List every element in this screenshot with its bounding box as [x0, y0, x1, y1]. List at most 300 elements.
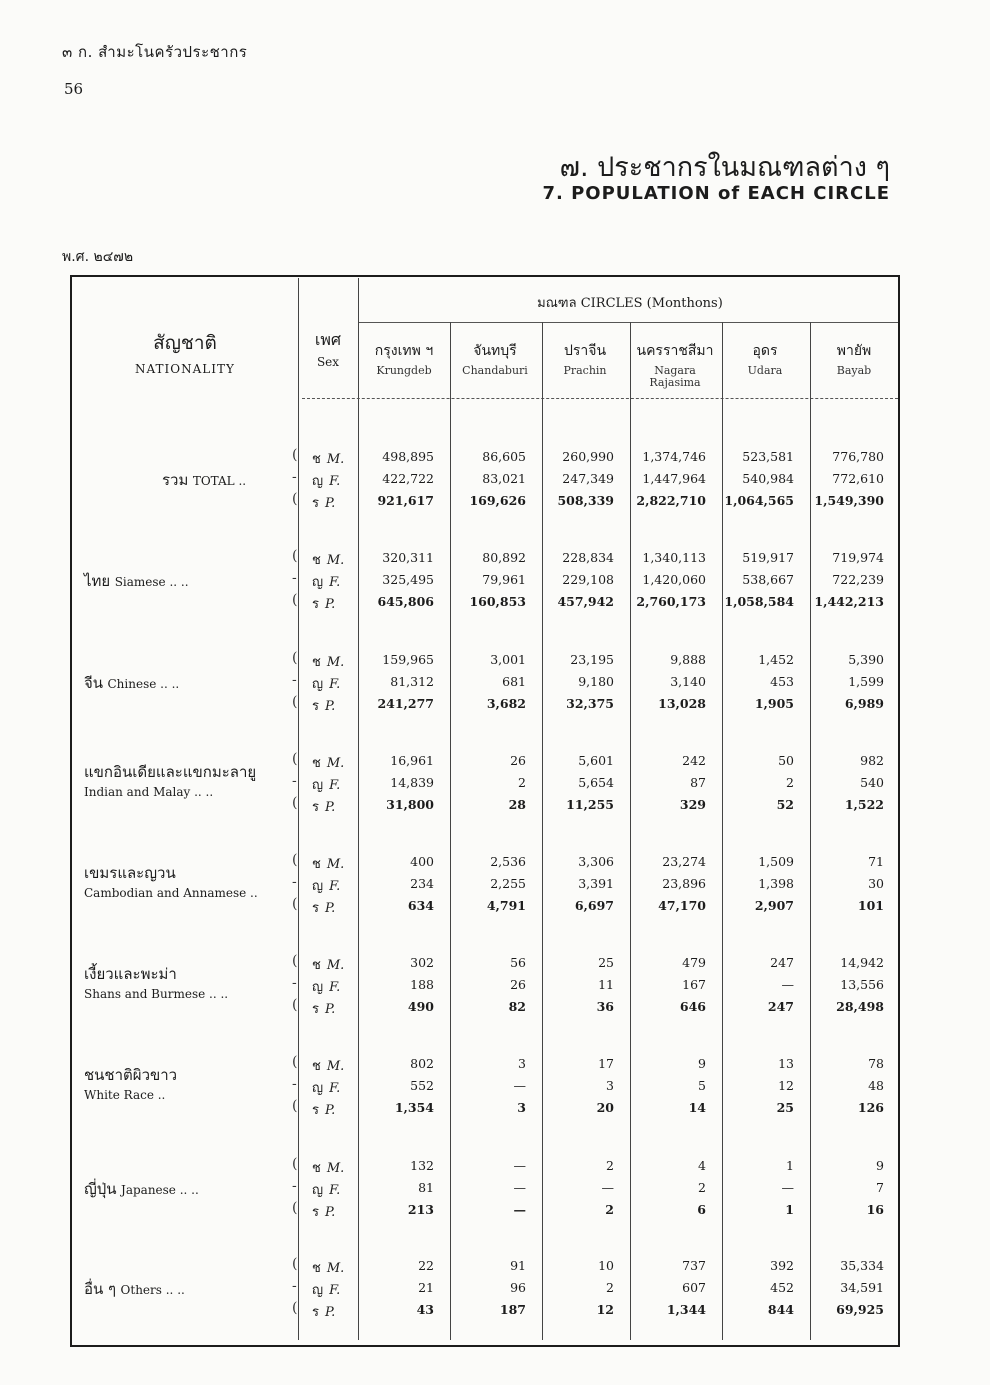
sex-cell-english: F.	[329, 1183, 341, 1198]
sex-cell	[312, 1201, 354, 1222]
table-cell: 646	[679, 999, 706, 1014]
table-cell: 80,892	[482, 550, 526, 565]
table-cell: 2	[518, 775, 526, 790]
row-bracket: -	[292, 874, 297, 890]
sex-cell-thai: ร	[312, 597, 319, 612]
table-cell: 737	[682, 1258, 706, 1273]
nationality-label-english: Shans and Burmese .. ..	[84, 987, 229, 1001]
table-cell: 1,420,060	[642, 572, 706, 587]
table-cell: 453	[770, 674, 794, 689]
table-cell: 20	[596, 1100, 614, 1115]
column-divider	[450, 322, 451, 1340]
sex-cell-english: F.	[329, 1081, 341, 1096]
sex-cell-english: M.	[326, 452, 345, 467]
sex-cell-english: P.	[324, 496, 336, 511]
table-cell: 540	[860, 775, 884, 790]
table-cell: 28,498	[836, 999, 884, 1014]
nationality-label-english: White Race ..	[84, 1088, 166, 1102]
sex-cell-english: P.	[324, 1205, 336, 1220]
table-cell: 3	[606, 1078, 614, 1093]
sex-cell-thai: ช	[312, 1261, 321, 1276]
circles-header-thai: มณฑล	[537, 296, 577, 311]
sex-cell-english: M.	[326, 553, 345, 568]
nationality-label	[84, 671, 179, 695]
table-cell: 229,108	[562, 572, 614, 587]
year-label: พ.ศ. ๒๔๗๒	[62, 249, 134, 265]
sex-cell-thai: ญ	[312, 879, 324, 894]
column-divider	[722, 322, 723, 1340]
column-header-english: Nagara Rajasima	[649, 364, 701, 389]
column-divider	[810, 322, 811, 1340]
table-cell: 188	[410, 977, 434, 992]
table-cell: 25	[776, 1100, 794, 1115]
column-header	[542, 340, 628, 377]
table-cell: 2,760,173	[636, 594, 706, 609]
sex-cell	[312, 976, 354, 997]
sex-cell	[312, 549, 354, 570]
table-cell: 132	[410, 1158, 434, 1173]
table-cell: 1,447,964	[642, 471, 706, 486]
row-bracket: (	[292, 1256, 298, 1272]
table-cell: 1,522	[844, 797, 884, 812]
table-cell: 5,390	[848, 652, 884, 667]
nationality-label-english: Indian and Malay .. ..	[84, 785, 214, 799]
table-cell: 247	[770, 955, 794, 970]
table-cell: 86,605	[482, 449, 526, 464]
sex-cell-thai: ญ	[312, 1283, 324, 1298]
column-header	[722, 340, 808, 377]
table-cell: 13	[778, 1056, 794, 1071]
page-number: 56	[64, 80, 84, 98]
row-bracket: -	[292, 773, 297, 789]
nationality-label	[84, 1177, 199, 1201]
table-cell: 69,925	[836, 1302, 884, 1317]
sex-cell	[312, 1055, 354, 1076]
table-cell: 681	[502, 674, 526, 689]
sex-cell	[312, 897, 354, 918]
sex-cell-thai: ร	[312, 1103, 319, 1118]
table-cell: 4,791	[486, 898, 526, 913]
nationality-header-english: NATIONALITY	[135, 362, 235, 376]
sex-cell-thai: ร	[312, 1305, 319, 1320]
nationality-label-thai: รวม	[162, 471, 189, 489]
table-cell: 52	[776, 797, 794, 812]
column-header-thai: อุดร	[752, 343, 778, 359]
table-cell: —	[513, 1078, 526, 1093]
table-cell: 87	[690, 775, 706, 790]
table-cell: 1,374,746	[642, 449, 706, 464]
sex-cell-thai: ญ	[312, 575, 324, 590]
row-bracket: (	[292, 1098, 298, 1114]
table-cell: 9,180	[578, 674, 614, 689]
table-cell: 5	[698, 1078, 706, 1093]
table-cell: 16	[866, 1202, 884, 1217]
column-header-english: Udara	[747, 364, 783, 377]
row-bracket: -	[292, 975, 297, 991]
sex-cell	[312, 470, 354, 491]
sex-cell	[312, 492, 354, 513]
table-cell: 320,311	[382, 550, 434, 565]
sex-cell-english: M.	[326, 1059, 345, 1074]
table-cell: 34,591	[840, 1280, 884, 1295]
table-cell: 247,349	[562, 471, 614, 486]
table-cell: 16,961	[390, 753, 434, 768]
sex-cell	[312, 1077, 354, 1098]
column-header	[450, 340, 540, 377]
sex-cell	[312, 1257, 354, 1278]
row-bracket: (	[292, 447, 298, 463]
table-cell: 47,170	[658, 898, 706, 913]
sex-cell-thai: ญ	[312, 1183, 324, 1198]
table-cell: 6,989	[844, 696, 884, 711]
table-cell: 78	[868, 1056, 884, 1071]
table-cell: 400	[410, 854, 434, 869]
sex-cell-english: M.	[326, 857, 345, 872]
table-cell: 2,822,710	[636, 493, 706, 508]
table-cell: 634	[407, 898, 434, 913]
table-cell: 479	[682, 955, 706, 970]
sex-cell	[312, 853, 354, 874]
table-cell: 71	[868, 854, 884, 869]
table-cell: 13,556	[840, 977, 884, 992]
sex-cell-thai: ร	[312, 1205, 319, 1220]
table-cell: —	[513, 1158, 526, 1173]
sex-cell-thai: ร	[312, 496, 319, 511]
table-cell: 6,697	[574, 898, 614, 913]
sex-cell-english: M.	[326, 1261, 345, 1276]
table-cell: 7	[876, 1180, 884, 1195]
table-cell: 91	[510, 1258, 526, 1273]
row-bracket: -	[292, 469, 297, 485]
table-cell: 3,140	[670, 674, 706, 689]
row-bracket: -	[292, 1178, 297, 1194]
sex-cell-english: M.	[326, 1161, 345, 1176]
table-cell: 81,312	[390, 674, 434, 689]
sex-cell	[312, 1179, 354, 1200]
table-cell: 228,834	[562, 550, 614, 565]
sex-cell-thai: ช	[312, 553, 321, 568]
sex-cell-english: P.	[324, 1305, 336, 1320]
table-cell: 4	[698, 1158, 706, 1173]
column-header-thai: กรุงเทพ ฯ	[374, 343, 434, 359]
table-cell: —	[781, 977, 794, 992]
table-cell: 982	[860, 753, 884, 768]
sex-cell	[312, 998, 354, 1019]
table-cell: 11	[598, 977, 614, 992]
sex-cell	[312, 1099, 354, 1120]
nationality-header-thai: สัญชาติ	[153, 332, 217, 354]
table-cell: 12	[778, 1078, 794, 1093]
row-bracket: (	[292, 1300, 298, 1316]
table-cell: 540,984	[742, 471, 794, 486]
table-cell: 1,452	[758, 652, 794, 667]
table-cell: 519,917	[742, 550, 794, 565]
table-cell: 302	[410, 955, 434, 970]
table-cell: 101	[857, 898, 884, 913]
sex-cell-thai: ร	[312, 901, 319, 916]
table-cell: 1	[785, 1202, 794, 1217]
column-header-thai: ปราจีน	[563, 343, 607, 359]
nationality-label-english: Others .. ..	[120, 1283, 185, 1297]
sex-cell-english: M.	[326, 756, 345, 771]
table-cell: 508,339	[557, 493, 614, 508]
sex-cell-english: F.	[329, 1283, 341, 1298]
sex-cell-english: P.	[324, 1002, 336, 1017]
column-header	[630, 340, 720, 389]
sex-cell-thai: ช	[312, 1161, 321, 1176]
table-cell: 722,239	[832, 572, 884, 587]
table-cell: 2	[606, 1158, 614, 1173]
sex-cell-english: P.	[324, 1103, 336, 1118]
sex-cell-english: M.	[326, 655, 345, 670]
table-cell: 247	[767, 999, 794, 1014]
table-cell: 2,907	[754, 898, 794, 913]
table-cell: 1,340,113	[642, 550, 706, 565]
table-cell: 498,895	[382, 449, 434, 464]
column-header-english: Krungdeb	[376, 364, 432, 377]
table-cell: 23,896	[662, 876, 706, 891]
sex-header-english: Sex	[316, 355, 340, 369]
table-cell: 96	[510, 1280, 526, 1295]
table-cell: 719,974	[832, 550, 884, 565]
sex-cell-thai: ร	[312, 800, 319, 815]
divider-nationality	[298, 278, 299, 1340]
sex-cell-english: P.	[324, 800, 336, 815]
table-cell: 10	[598, 1258, 614, 1273]
table-cell: 35,334	[840, 1258, 884, 1273]
nationality-label	[84, 1063, 177, 1103]
table-cell: 452	[770, 1280, 794, 1295]
circles-header	[360, 292, 900, 313]
table-cell: 490	[407, 999, 434, 1014]
table-cell: 83,021	[482, 471, 526, 486]
sex-cell-english: M.	[326, 958, 345, 973]
column-header-thai: นครราชสีมา	[636, 343, 714, 359]
nationality-header	[80, 328, 290, 376]
sex-cell-thai: ช	[312, 452, 321, 467]
row-bracket: (	[292, 1156, 298, 1172]
table-cell: 2	[606, 1280, 614, 1295]
table-cell: 81	[418, 1180, 434, 1195]
divider-circles-head	[359, 322, 898, 323]
nationality-label-thai: อื่น ๆ	[84, 1280, 117, 1298]
table-cell: 260,990	[562, 449, 614, 464]
sex-cell-thai: ช	[312, 958, 321, 973]
table-cell: 1	[786, 1158, 794, 1173]
nationality-label	[84, 569, 189, 593]
table-cell: 5,601	[578, 753, 614, 768]
table-cell: 1,509	[758, 854, 794, 869]
table-cell: 3	[517, 1100, 526, 1115]
sex-cell	[312, 1301, 354, 1322]
sex-cell	[312, 593, 354, 614]
row-bracket: (	[292, 1054, 298, 1070]
column-header-thai: จันทบุรี	[473, 343, 517, 359]
sex-cell	[312, 695, 354, 716]
nationality-label-thai: เงี้ยวและพะม่า	[84, 965, 177, 983]
table-cell: 1,905	[754, 696, 794, 711]
sex-cell-thai: ญ	[312, 474, 324, 489]
table-cell: 645,806	[377, 594, 434, 609]
table-cell: 13,028	[658, 696, 706, 711]
row-bracket: (	[292, 592, 298, 608]
table-cell: 31,800	[386, 797, 434, 812]
sex-cell-english: P.	[324, 597, 336, 612]
sex-header-thai: เพศ	[314, 330, 342, 349]
table-cell: 11,255	[566, 797, 614, 812]
table-cell: 1,354	[394, 1100, 434, 1115]
table-cell: 160,853	[469, 594, 526, 609]
table-cell: 538,667	[742, 572, 794, 587]
nationality-label	[84, 861, 258, 901]
table-cell: 9	[698, 1056, 706, 1071]
table-cell: 159,965	[382, 652, 434, 667]
sex-cell	[312, 571, 354, 592]
sex-cell-thai: ช	[312, 1059, 321, 1074]
table-cell: 21	[418, 1280, 434, 1295]
table-cell: 26	[510, 753, 526, 768]
table-cell: 36	[596, 999, 614, 1014]
table-cell: 1,549,390	[814, 493, 884, 508]
table-cell: —	[601, 1180, 614, 1195]
sex-cell-english: F.	[329, 778, 341, 793]
sex-cell	[312, 752, 354, 773]
nationality-label-thai: ไทย	[84, 572, 111, 590]
sex-cell	[312, 673, 354, 694]
table-cell: 241,277	[377, 696, 434, 711]
table-cell: 14,839	[390, 775, 434, 790]
row-bracket: (	[292, 896, 298, 912]
table-cell: 776,780	[832, 449, 884, 464]
table-cell: —	[513, 1180, 526, 1195]
table-cell: 1,599	[848, 674, 884, 689]
table-cell: 9,888	[670, 652, 706, 667]
table-cell: 523,581	[742, 449, 794, 464]
table-cell: 213	[407, 1202, 434, 1217]
sex-cell	[312, 651, 354, 672]
divider-sex	[358, 278, 359, 1340]
sex-cell-thai: ญ	[312, 1081, 324, 1096]
table-cell: 1,344	[666, 1302, 706, 1317]
table-cell: 3,306	[578, 854, 614, 869]
nationality-label	[84, 760, 256, 800]
table-cell: 234	[410, 876, 434, 891]
nationality-label-thai: ญี่ปุ่น	[84, 1180, 117, 1198]
table-cell: 3	[518, 1056, 526, 1071]
table-cell: 22	[418, 1258, 434, 1273]
table-cell: 802	[410, 1056, 434, 1071]
row-bracket: (	[292, 751, 298, 767]
table-cell: 30	[868, 876, 884, 891]
sex-cell-english: F.	[329, 575, 341, 590]
column-header-thai: พายัพ	[836, 343, 872, 359]
row-bracket: (	[292, 1200, 298, 1216]
table-cell: —	[781, 1180, 794, 1195]
sex-cell-english: F.	[329, 879, 341, 894]
table-cell: 392	[770, 1258, 794, 1273]
table-cell: 12	[596, 1302, 614, 1317]
table-cell: 79,961	[482, 572, 526, 587]
table-cell: 457,942	[557, 594, 614, 609]
sex-cell	[312, 954, 354, 975]
table-cell: 17	[598, 1056, 614, 1071]
sex-cell-english: P.	[324, 901, 336, 916]
table-cell: 26	[510, 977, 526, 992]
table-cell: 325,495	[382, 572, 434, 587]
divider-header	[302, 398, 898, 399]
row-bracket: (	[292, 650, 298, 666]
table-cell: 329	[679, 797, 706, 812]
table-cell: 552	[410, 1078, 434, 1093]
column-divider	[542, 322, 543, 1340]
nationality-label-thai: ชนชาติผิวขาว	[84, 1066, 178, 1084]
row-bracket: (	[292, 694, 298, 710]
row-bracket: (	[292, 852, 298, 868]
table-cell: 3,682	[486, 696, 526, 711]
table-cell: 50	[778, 753, 794, 768]
table-cell: 772,610	[832, 471, 884, 486]
sex-header	[302, 328, 354, 369]
sex-cell	[312, 1279, 354, 1300]
title-thai: ๗. ประชากรในมณฑลต่าง ๆ	[559, 152, 890, 183]
table-cell: 921,617	[377, 493, 434, 508]
table-cell: 242	[682, 753, 706, 768]
table-cell: 3,391	[578, 876, 614, 891]
table-cell: 187	[499, 1302, 526, 1317]
row-bracket: (	[292, 491, 298, 507]
table-cell: 5,654	[578, 775, 614, 790]
row-bracket: (	[292, 997, 298, 1013]
sex-cell-english: P.	[324, 699, 336, 714]
nationality-label-thai: แขกอินเดียและแขกมะลายู	[84, 763, 257, 781]
row-bracket: (	[292, 795, 298, 811]
table-cell: 1,064,565	[724, 493, 794, 508]
table-cell: 48	[868, 1078, 884, 1093]
table-cell: 2	[698, 1180, 706, 1195]
table-cell: 25	[598, 955, 614, 970]
sex-cell	[312, 796, 354, 817]
sex-cell-thai: ร	[312, 1002, 319, 1017]
table-cell: 1,398	[758, 876, 794, 891]
table-cell: 23,195	[570, 652, 614, 667]
circles-header-english: CIRCLES (Monthons)	[580, 296, 723, 311]
row-bracket: (	[292, 548, 298, 564]
sex-cell-thai: ญ	[312, 677, 324, 692]
table-cell: 844	[767, 1302, 794, 1317]
nationality-label	[84, 1277, 185, 1301]
table-cell: 2	[786, 775, 794, 790]
nationality-label-english: TOTAL ..	[192, 474, 247, 488]
nationality-label	[162, 468, 246, 492]
running-header: ๓ ก. สำมะโนครัวประชากร	[62, 43, 248, 61]
row-bracket: -	[292, 570, 297, 586]
column-header	[360, 340, 448, 377]
table-cell: 28	[508, 797, 526, 812]
table-cell: 9	[876, 1158, 884, 1173]
column-divider	[630, 322, 631, 1340]
table-cell: 1,058,584	[724, 594, 794, 609]
nationality-label-english: Cambodian and Annamese ..	[84, 886, 258, 900]
nationality-label-english: Japanese .. ..	[121, 1183, 199, 1197]
nationality-label-english: Chinese .. ..	[107, 677, 180, 691]
table-cell: —	[513, 1202, 526, 1217]
sex-cell-thai: ญ	[312, 980, 324, 995]
table-cell: 56	[510, 955, 526, 970]
sex-cell	[312, 448, 354, 469]
nationality-label-english: Siamese .. ..	[114, 575, 189, 589]
sex-cell-thai: ร	[312, 699, 319, 714]
nationality-label	[84, 962, 228, 1002]
